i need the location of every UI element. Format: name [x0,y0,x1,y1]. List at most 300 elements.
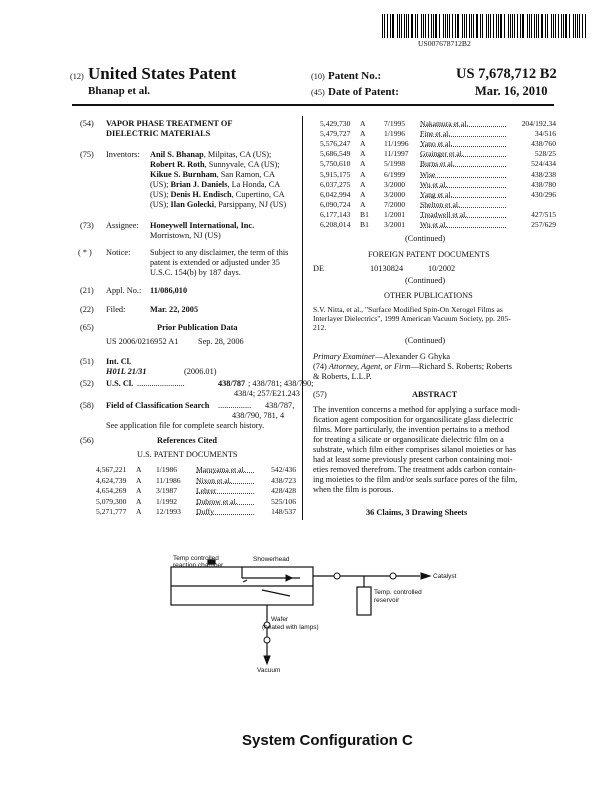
filed-date: Mar. 22, 2005 [150,305,199,314]
header-rule [72,104,554,106]
ref-class: 524/434 [531,159,556,169]
ref-class: 428/428 [271,486,296,496]
ref-date: 11/1996 [384,139,409,149]
us-docs-heading: U.S. PATENT DOCUMENTS [137,450,238,459]
ref-inventor: Wise [420,170,506,178]
ref-kind: A [136,507,142,517]
ref-number: 6,042,994 [320,189,351,199]
foreign-country: DE [313,264,325,273]
ref-date: 7/2000 [384,199,406,209]
barcode-bar [480,14,481,38]
foreign-number: 10130824 [370,264,404,273]
abstract-line: ing moieties to the film and/or seals surface pores of the film, [313,475,518,484]
system-diagram [0,530,614,792]
continued-1: (Continued) [405,234,446,243]
other-publication-line: S.V. Nitta, et al., "Surface Modified Spin-On Xerogel Films as [313,305,503,314]
ref-number: 5,686,549 [320,149,351,159]
ref-inventor: Wu et al. [420,180,506,188]
ref-inventor: Nakamura et al. [420,119,506,127]
barcode-bar [496,14,497,38]
ref-number: 5,079,300 [96,496,127,506]
inventor-line [150,180,280,190]
valve-icon [390,573,396,579]
title-code: (54) [80,119,94,128]
barcode-bar [397,14,398,38]
reservoir-label: reservoir [374,597,400,604]
ref-kind: A [360,169,366,179]
intcl-label: Int. Cl. [106,357,132,366]
ref-date: 3/1987 [156,486,178,496]
intcl-code: (51) [80,357,94,366]
ref-date: 1/1996 [384,129,406,139]
ref-inventor: Dubrow et al. [196,497,254,505]
barcode-bar [493,14,494,38]
other-publications-heading: OTHER PUBLICATIONS [384,291,473,300]
ref-number: 4,624,739 [96,475,127,485]
ref-date: 1/2001 [384,209,406,219]
barcode-bar [575,14,576,38]
barcode-bar [541,14,543,38]
ref-kind: A [360,159,366,169]
inventor-location: (US); [150,190,171,199]
barcode-bar [449,14,450,38]
barcode-bar [464,14,465,38]
barcode-bar [423,14,424,38]
inventor-name: Denis H. Endisch [170,190,232,199]
prior-publication-date: Sep. 28, 2006 [198,337,244,346]
ref-date: 6/1999 [384,169,406,179]
barcode-bar [443,14,444,38]
inventor-location: , La Honda, CA [227,180,281,189]
ref-inventor: Nixon et al. [196,476,254,484]
filed-code: (22) [80,305,94,314]
kind-code: (12) [70,72,84,81]
barcode-bar [399,14,400,38]
inventors-code: (75) [80,150,94,159]
inventor-line [150,200,286,210]
ref-number: 6,177,143 [320,209,351,219]
barcode-bar [536,14,537,38]
barcode-bar [582,14,583,38]
ref-inventor: Grainger et al. [420,149,506,157]
assignee-code: (73) [80,221,94,230]
ref-class: 204/192.34 [521,119,556,128]
ref-date: 5/1998 [384,159,406,169]
figure-caption: System Configuration C [242,732,413,749]
reference-row [320,139,556,149]
ref-number: 4,567,221 [96,465,127,474]
ref-number: 5,915,175 [320,169,351,179]
ref-inventor: Wu et al. [420,220,506,228]
reference-row [320,200,556,210]
continued-2: (Continued) [405,276,446,285]
ref-number: 4,654,269 [96,486,127,496]
assignee-label: Assignee: [106,221,139,230]
attorney-code: (74) [313,362,329,371]
barcode-bar [561,14,562,38]
barcode-bar [558,14,559,38]
inventor-name: Brian J. Daniels [170,180,228,189]
barcode-bar [476,14,478,38]
date-of-patent: Mar. 16, 2010 [475,84,548,98]
barcode-bar [406,14,407,38]
reference-row [96,476,296,487]
showerhead-label: Showerhead [253,556,290,563]
ref-class: 438/238 [531,169,556,179]
barcode-bar [401,14,402,38]
ref-kind: A [360,179,366,189]
field-code: (58) [80,401,94,410]
ref-kind: A [360,189,366,199]
patent-no-code: (10) [311,72,325,81]
barcode-bar [452,14,453,38]
barcode-bar [573,14,574,38]
field-dots: ................ [218,401,252,410]
ref-inventor: Maruyama et al. [196,465,254,473]
ref-number: 6,037,275 [320,179,351,189]
application-number: 11/086,010 [150,286,188,295]
flow-arrow [286,575,292,581]
ref-inventor: Duffy [196,507,254,515]
barcode-bar [384,14,385,38]
int-class: H01L 21/31 [106,367,147,376]
examiner-name: —Alexander G Ghyka [374,352,451,361]
abstract-line: when the film is porous. [313,485,394,494]
barcode-number: US007678712B2 [418,39,471,48]
leader-line [262,590,290,596]
notice-code: ( * ) [78,248,92,257]
appl-code: (21) [80,286,94,295]
barcode-bar [577,14,578,38]
inventor-name: Kikue S. Burnham [150,170,217,179]
ref-inventor: Burns et al. [420,159,506,167]
reference-row [320,170,556,180]
ref-class: 542/436 [271,465,296,474]
barcode-bar [510,14,511,38]
ref-date: 11/1986 [156,475,181,485]
wafer-label: (heated with lamps) [262,624,319,631]
field-values: 438/787, [265,401,295,410]
ref-class: 148/537 [271,507,296,517]
claims-count: 36 Claims, 3 Drawing Sheets [366,508,468,517]
ref-class: 438/723 [271,475,296,485]
ref-kind: A [360,149,366,159]
patent-type-title: United States Patent [88,64,237,83]
ref-class: 257/629 [531,220,556,229]
field-values: 438/790, 781, 4 [232,411,285,420]
filed-label: Filed: [106,305,126,314]
chamber-label: reaction chamber [173,562,224,569]
reference-row [96,465,296,476]
ref-number: 5,429,730 [320,119,351,128]
reference-row [96,507,296,518]
barcode-bar [382,14,383,38]
leader-line [243,580,247,582]
reference-row [320,159,556,169]
ref-inventor: Treadwell et al. [420,210,506,218]
barcode-bar [498,14,499,38]
barcode-bar [415,14,416,38]
barcode-bar [482,14,483,38]
barcode-bar [504,14,505,38]
barcode-bar [466,14,467,38]
barcode-bar [473,14,474,38]
uscl-dots: ....................... [137,379,185,388]
ref-kind: B1 [360,220,369,229]
ref-class: 427/515 [531,209,556,219]
reservoir-label: Temp. controlled [374,589,422,596]
inventor-line [150,170,275,180]
reference-row [320,149,556,159]
ref-kind: A [136,496,142,506]
barcode-bar [404,14,405,38]
ref-kind: B1 [360,209,369,219]
barcode-bar [421,14,422,38]
barcode-bar [392,14,394,38]
field-label: Field of Classification Search [106,401,210,410]
barcode-bar [531,14,532,38]
date-label: Date of Patent: [328,86,399,98]
barcode-bar [563,14,564,38]
patent-no-label: Patent No.: [328,70,382,82]
barcode-bar [527,14,528,38]
primary-examiner [313,352,450,362]
inventor-location: , Sunnyvale, CA (US); [204,160,280,169]
ref-number: 5,750,610 [320,159,351,169]
ref-kind: A [136,475,142,485]
vacuum-arrow [264,656,270,664]
ref-date: 11/1997 [384,149,409,159]
abstract-line: fication agent composition for organosilicate glass dielectric [313,415,514,424]
foreign-docs-heading: FOREIGN PATENT DOCUMENTS [368,250,490,259]
us-patents-left [96,465,296,525]
inventor-name: Anil S. Bhanap [150,150,204,159]
us-class-main: 438/787 [218,379,246,388]
barcode-bar [488,14,489,38]
notice-line: Subject to any disclaimer, the term of this [150,248,289,257]
inventor-line [150,150,271,160]
barcode-bar [579,14,580,38]
barcode-bar [469,14,470,38]
column-divider [302,116,303,520]
assignee-name: Honeywell International, Inc. [150,221,255,230]
barcode-bar [534,14,535,38]
abstract-heading: ABSTRACT [412,390,458,399]
ref-inventor: Yang et al. [420,190,506,198]
other-publication-line: 212. [313,323,327,332]
ref-class: 525/106 [271,496,296,506]
ref-date: 12/1993 [156,507,181,517]
barcode-bar [585,14,586,38]
reference-row [320,210,556,220]
catalyst-label: Catalyst [433,573,457,580]
prior-publication-heading: Prior Publication Data [157,323,238,332]
barcode-bar [445,14,446,38]
prior-code: (65) [80,323,94,332]
barcode-bar [387,14,388,38]
inventor-name: Ilan Golecki [170,200,215,209]
barcode-bar [490,14,491,38]
inventor-location: , Milpitas, CA (US); [203,150,272,159]
barcode-bar [462,14,463,38]
ref-date: 3/2000 [384,189,406,199]
barcode-bar [411,14,413,38]
ref-date: 3/2001 [384,220,406,229]
barcode [382,14,588,38]
ref-inventor: Yano et al. [420,139,506,147]
barcode-bar [529,14,530,38]
ref-number: 5,576,247 [320,139,351,149]
reservoir [357,587,371,615]
ref-date: 3/2000 [384,179,406,189]
barcode-bar [514,14,515,38]
barcode-bar [522,14,524,38]
ref-date: 7/1995 [384,119,406,128]
barcode-bar [455,14,456,38]
ref-inventor: Fine et al. [420,129,506,137]
ref-kind: A [360,139,366,149]
uscl-label: U.S. Cl. [106,379,134,388]
ref-class: 438/780 [531,179,556,189]
reference-row [96,497,296,508]
inventor-location: (US); [150,200,171,209]
inventor-location: (US); [150,180,171,189]
reference-row [96,486,296,497]
barcode-bar [435,14,437,38]
int-class-year: (2006.01) [184,367,217,376]
ref-number: 6,090,724 [320,199,351,209]
foreign-date: 10/2002 [428,264,456,273]
barcode-bar [520,14,521,38]
ref-date: 1/1992 [156,496,178,506]
barcode-bar [457,14,459,38]
notice-label: Notice: [106,248,131,257]
continued-3: (Continued) [405,336,446,345]
inventor-line [150,160,280,170]
prior-publication-number: US 2006/0216952 A1 [106,337,179,346]
barcode-bar [428,14,429,38]
barcode-bar [551,14,552,38]
abstract-line: eties removed therefrom. The treatment adds carbon contain- [313,465,516,474]
references-heading: References Cited [157,436,217,445]
barcode-bar [486,14,487,38]
abstract-line: films. More particularly, the invention pertains to a method [313,425,510,434]
barcode-bar [538,14,539,38]
wafer-label: Wafer [271,616,289,623]
notice-line: U.S.C. 154(b) by 187 days. [150,268,241,277]
catalyst-arrow [421,573,430,579]
ref-kind: A [360,129,366,139]
reference-row [320,119,556,129]
ref-kind: A [360,199,366,209]
date-code: (45) [311,88,325,97]
notice-line: patent is extended or adjusted under 35 [150,258,280,267]
barcode-bar [547,14,548,38]
invention-title-line2: DIELECTRIC MATERIALS [106,129,211,138]
barcode-bar [553,14,554,38]
barcode-bar [555,14,556,38]
ref-class: 430/296 [531,189,556,199]
attorney-names: —Richard S. Roberts; Roberts [410,362,512,371]
appl-label: Appl. No.: [106,286,142,295]
refs-code: (56) [80,436,94,445]
ref-inventor: Lehrer [196,486,254,494]
us-patents-right [320,119,556,231]
attorney [313,362,512,372]
barcode-bar [439,14,440,38]
barcode-bar [517,14,518,38]
abstract-line: The invention concerns a method for applying a surface modi- [313,405,521,414]
abstract-code: (57) [313,390,327,399]
ref-kind: A [136,465,142,474]
field-note: See application file for complete search history. [106,421,265,430]
us-class-rest: 438/4; 257/E21.243 [234,389,300,398]
patent-number: US 7,678,712 B2 [456,66,557,82]
inventor-line [150,190,285,200]
barcode-bar [565,14,567,38]
barcode-bar [433,14,434,38]
uscl-code: (52) [80,379,94,388]
us-class-rest: ; 438/781; 438/790; [248,379,314,388]
assignee-city: Morristown, NJ (US) [150,231,221,240]
ref-class: 34/516 [534,129,556,139]
ref-number: 5,479,727 [320,129,351,139]
abstract-line: for treating a silicate or organosilicate dielectric film on a [313,435,504,444]
barcode-bar [500,14,502,38]
barcode-bar [569,14,570,38]
ref-kind: A [360,119,366,128]
chamber-label: Temp controlled [173,555,219,562]
ref-number: 6,208,014 [320,220,351,229]
barcode-bar [408,14,409,38]
other-publication-line: Interlayer Dielectrics", 1999 American Vacuum Society, pp. 205- [313,314,511,323]
inventor-name: Robert R. Roth [150,160,205,169]
reference-row [320,180,556,190]
attorney-names-cont: & Roberts, L.L.P. [313,372,372,381]
invention-title-line1: VAPOR PHASE TREATMENT OF [106,119,233,128]
reference-row [320,220,556,230]
reference-row [320,190,556,200]
attorney-label: Attorney, Agent, or Firm [328,362,411,371]
barcode-bar [390,14,391,38]
reference-row [320,129,556,139]
ref-class: 528/25 [534,149,556,159]
ref-class: 438/760 [531,139,556,149]
barcode-bar [425,14,426,38]
first-inventor-line: Bhanap et al. [88,85,151,97]
barcode-bar [417,14,418,38]
inventor-location: , Parsippany, NJ (US) [214,200,287,209]
inventor-location: , Cupertino, CA [231,190,285,199]
ref-number: 5,271,777 [96,507,127,517]
examiner-label: Primary Examiner [313,352,375,361]
abstract-line: had at least some previously present carbon containing moi- [313,455,513,464]
barcode-bar [471,14,472,38]
ref-date: 1/1986 [156,465,178,474]
valve-icon [334,573,340,579]
inventor-location: , San Ramon, CA [216,170,275,179]
vacuum-label: Vacuum [257,667,281,674]
valve-icon [264,637,270,643]
ref-kind: A [136,486,142,496]
barcode-bar [431,14,432,38]
barcode-bar [508,14,509,38]
barcode-bar [512,14,513,38]
inventors-label: Inventors: [106,150,140,159]
ref-inventor: Shelton et al. [420,200,506,208]
abstract-line: substrate, which film either comprises silanol moieties or has [313,445,516,454]
barcode-bar [447,14,448,38]
